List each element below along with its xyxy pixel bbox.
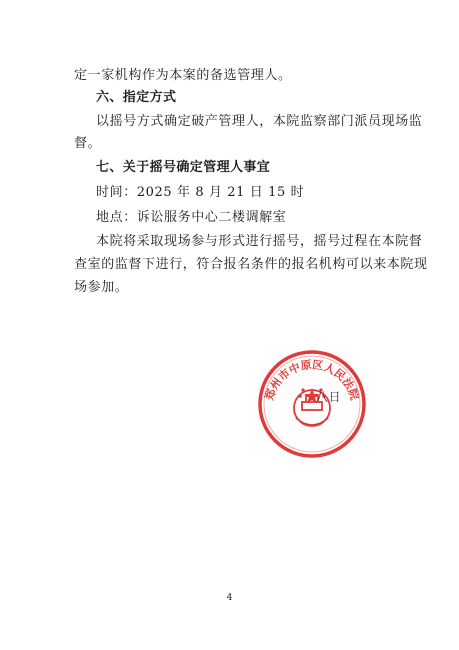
meeting-time: 时间：2025 年 8 月 21 日 15 时 [96,185,305,200]
court-seal [256,348,368,460]
paragraph-line: 本院将采取现场参与形式进行摇号，摇号过程在本院督 [96,234,423,249]
page-number: 4 [226,593,233,603]
paragraph-line: 以摇号方式确定破产管理人，本院监察部门派员现场监 [96,114,423,129]
paragraph-line: 督。 [74,136,102,151]
section-heading-7: 七、关于摇号确定管理人事宜 [96,160,271,175]
svg-text:郑州市中原区人民法院: 郑州市中原区人民法院 [262,358,362,402]
section-heading-6: 六、指定方式 [96,90,177,105]
paragraph-line: 定一家机构作为本案的备选管理人。 [74,68,292,83]
paragraph-line: 场参加。 [74,280,129,295]
signature-date: 八日 [316,390,342,404]
meeting-location: 地点：诉讼服务中心二楼调解室 [96,210,287,225]
paragraph-line: 查室的监督下进行，符合报名条件的报名机构可以来本院现 [74,257,428,272]
